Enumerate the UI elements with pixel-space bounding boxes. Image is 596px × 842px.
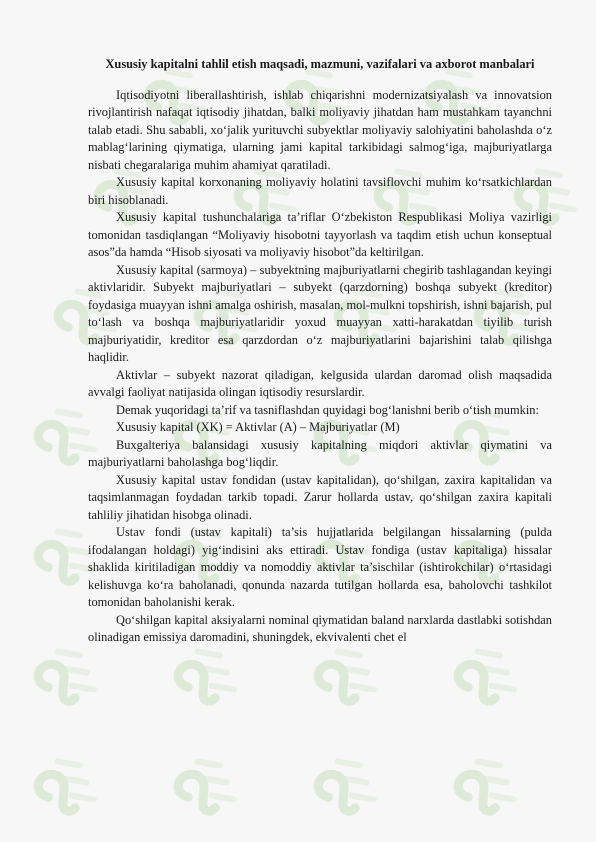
watermark-mark <box>451 752 520 822</box>
paragraph: Ustav fondi (ustav kapitali) ta’sis hujjatlarida belgilangan hissalarning (pulda ifodalangan holdagi) yig‘indisini aks ettiradi. Ustav fondiga (ustav kapitaliga) hissalar shaklida kiritiladigan moddiy va nomoddiy aktivlar ta’sischilar (ishtirokchilar) o‘rtasidagi kelishuvga ko‘ra baholanadi, qonunda nazarda tutilgan hollarda esa, baholovchi tashkilot tomonidan baholanishi kerak. <box>88 525 552 609</box>
document-page <box>88 56 552 647</box>
paragraph: Qo‘shilgan kapital aksiyalarni nominal qiymatidan baland narxlarda dastlabki sotishdan olinadigan emissiya daromadini, shuningdek, ekvivalenti chet el <box>88 612 552 644</box>
document-title: Xususiy kapitalni tahlil etish maqsadi, mazmuni, vazifalari va axborot manbalari <box>105 57 535 71</box>
paragraph: Buxgalteriya balansidagi xususiy kapitalning miqdori aktivlar qiymatini va majburiyatlarni baholashga bog‘liqdir. <box>88 437 552 469</box>
paragraph: Aktivlar – subyekt nazorat qiladigan, kelgusida ulardan daromad olish maqsadida avvalgi faoliyat natijasida olingan iqtisodiy resurslardir. <box>88 367 552 399</box>
paragraph: Demak yuqoridagi ta’rif va tasniflashdan quyidagi bog‘lanishni berib o‘tish mumkin: <box>116 402 539 417</box>
watermark-mark <box>311 642 380 712</box>
document-body <box>88 87 552 647</box>
watermark-mark <box>451 642 520 712</box>
paragraph: Xususiy kapital (sarmoya) – subyektning majburiyatlarni chegirib tashlagandan keyingi aktivlaridir. Subyekt majburiyatlari – subyekt (qarzdorning) boshqa subyekt (kreditor) foydasiga muayyan ishni amalga oshirish, masalan, mol-mulkni topshirish, ishni bajarish, pul to‘lash va boshqa majburiyatlaridir yoxud muayyan xatti-harakatdan tiyilib turish majburiyatidir, kreditor esa qarzdordan o‘z majburiyatlarini bajarishini talab qilishga haqlidir. <box>88 262 552 364</box>
paragraph: Xususiy kapital korxonaning moliyaviy holatini tavsiflovchi muhim ko‘rsatkichlardan biri hisoblanadi. <box>88 175 552 207</box>
watermark-mark <box>171 642 240 712</box>
watermark-mark <box>31 752 100 822</box>
watermark-mark <box>311 752 380 822</box>
formula-paragraph: Xususiy kapital (XK) = Aktivlar (A) – Majburiyatlar (M) <box>116 420 400 434</box>
paragraph: Xususiy kapital ustav fondidan (ustav kapitalidan), qo‘shilgan, zaxira kapitalidan va taqsimlanmagan foydadan tarkib topadi. Zarur hollarda ustav, qo‘shilgan zaxira kapitali tahliliy jihatidan hisobga olinadi. <box>88 472 552 522</box>
watermark-mark <box>171 752 240 822</box>
paragraph: Iqtisodiyotni liberallashtirish, ishlab chiqarishni modernizatsiyalash va innovatsion rivojlantirish nafaqat iqtisodiy jihatdan, balki moliyaviy jihatdan ham mustahkam tayanchni talab etadi. Shu sababli, xo‘jalik yurituvchi subyektlar moliyaviy salohiyatini baholashda o‘z mablag‘larining qiymatiga, ularning jami kapital tarkibidagi salmog‘iga, majburiyatlarga nisbati chegaralariga muhim ahamiyat qaratiladi. <box>88 87 552 172</box>
watermark-mark <box>31 642 100 712</box>
paragraph: Xususiy kapital tushunchalariga ta’riflar O‘zbekiston Respublikasi Moliya vazirligi tomonidan tasdiqlangan “Moliyaviy hisobotni tayyorlash va taqdim etish uchun konseptual asos”da hamda “Hisob siyosati va moliyaviy hisobot”da keltirilgan. <box>88 210 552 259</box>
